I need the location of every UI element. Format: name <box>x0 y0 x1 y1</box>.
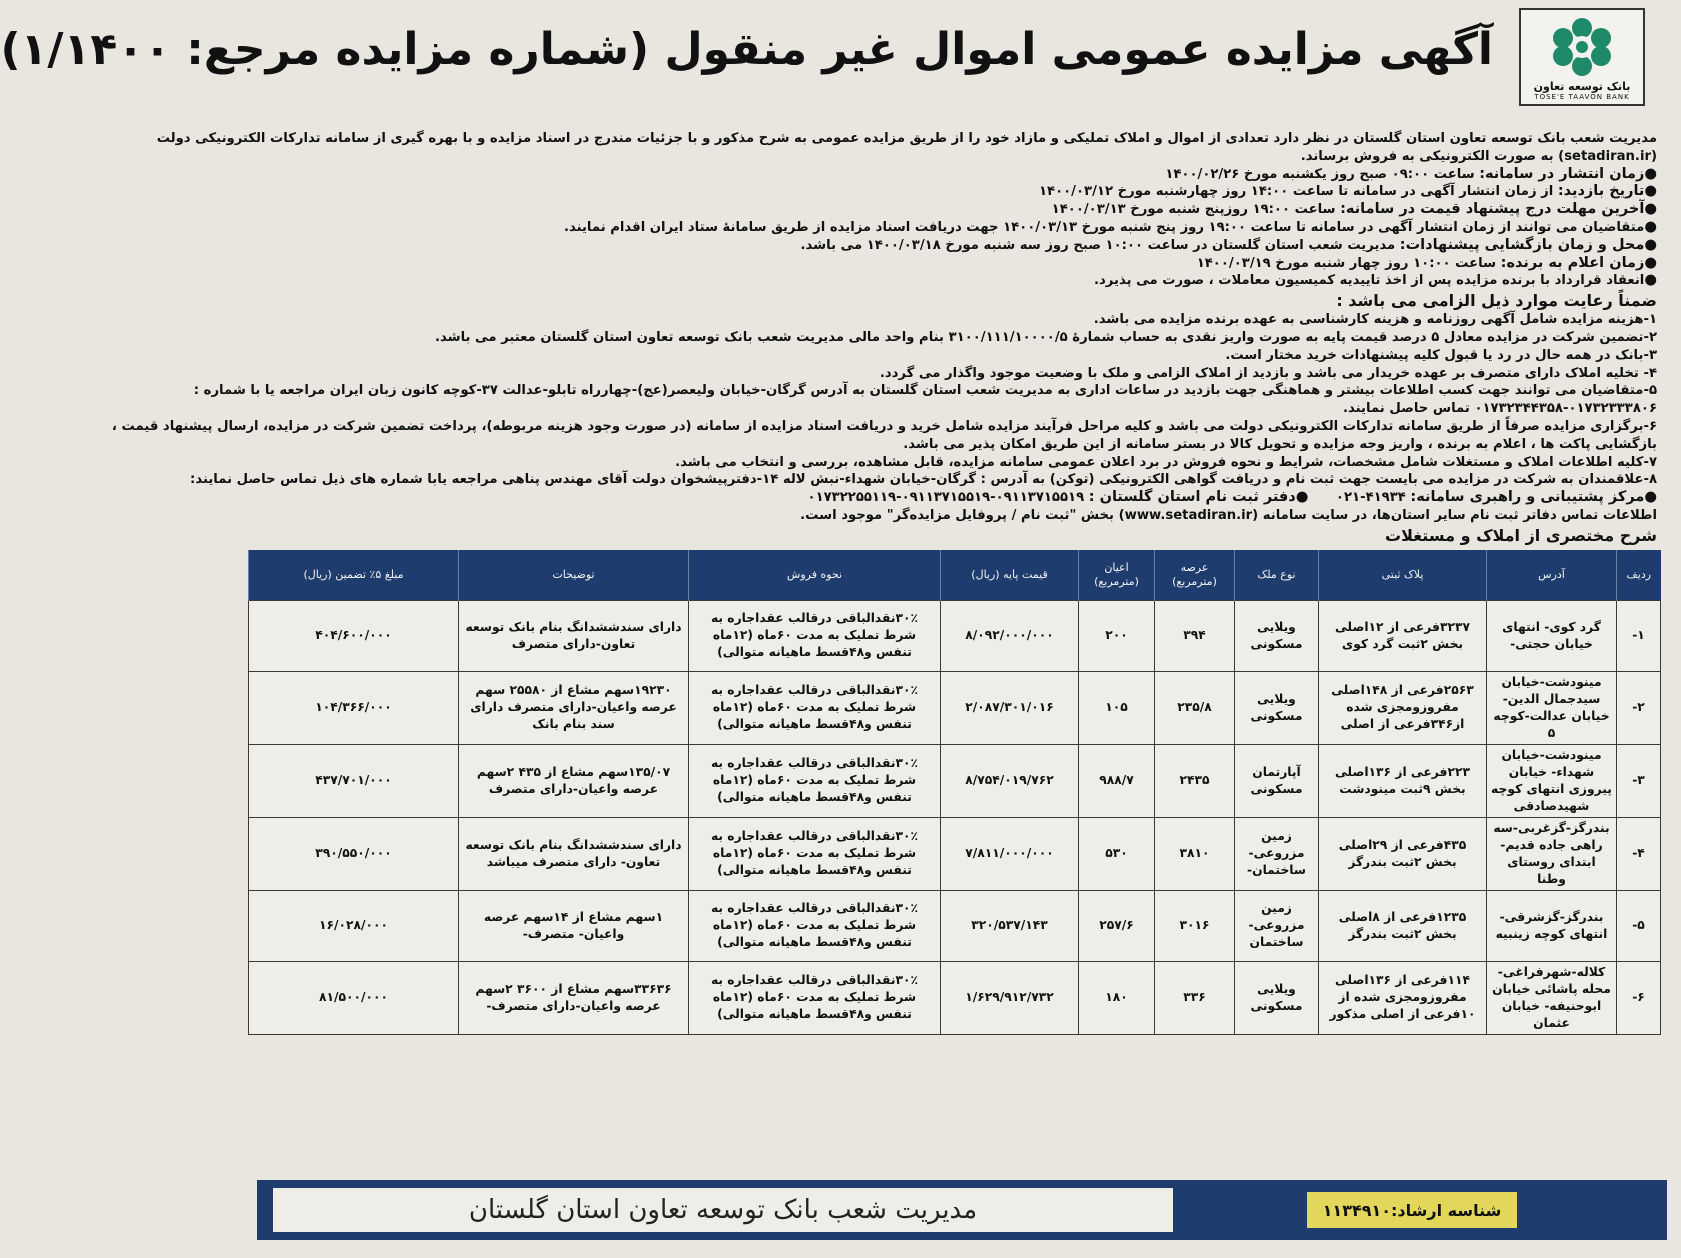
table-row <box>249 744 1661 817</box>
schedule-contract: ●انعقاد قرارداد با برنده مزایده پس از اخذ تاییدیه کمیسیون معاملات ، صورت می پذیرد. <box>1094 272 1657 289</box>
header-base-price: قیمت پایه (ریال) <box>941 550 1079 601</box>
cell-address: کلاله-شهرفراغی- محله پاشائی خیابان ابوحنیفه- خیابان عثمان <box>1487 961 1617 1034</box>
schedule-publish: ●زمان انتشار در سامانه: ساعت ۰۹:۰۰ صبح روز یکشنبه مورخ ۱۴۰۰/۰۲/۲۶ <box>1165 165 1657 182</box>
cell-row-number: ۳- <box>1617 744 1661 817</box>
cell-type: ویلایی مسکونی <box>1235 961 1319 1034</box>
table-row <box>249 600 1661 671</box>
cell-plate: ۲۲۳فرعی از ۱۳۶اصلی بخش ۹ثبت مینودشت <box>1319 744 1487 817</box>
cell-description: ۱۹۲۳۰سهم مشاع از ۲۵۵۸۰ سهم عرصه واعیان-دارای متصرف دارای سند بنام بانک <box>459 671 689 744</box>
condition-8: ۸-علاقمندان به شرکت در مزایده می بایست جهت ثبت نام و دریافت گواهی الکترونیکی (توکن) به آدرس : گرگان-خیابان شهداء-نبش لاله ۱۴-دفترپیشخوان دولت آقای مهندس پناهی مراجعه یابا شماره های ذیل تماس حاصل نمایند: <box>190 472 1657 488</box>
support-line: ●مرکز پشتیبانی و راهبری سامانه: ۴۱۹۳۴-۰۲۱ ●دفتر ثبت نام استان گلستان : ۰۹۱۱۳۷۱۵۵۱۹-۰۹۱۱۳۷۱۵۵۱۹-۰۱۷۳۲۲۵۵۱۱۹ <box>807 489 1657 506</box>
cell-land-area: ۳۳۶ <box>1155 961 1235 1034</box>
condition-1: ۱-هزینه مزایده شامل آگهی روزنامه و هزینه کارشناسی به عهده برنده مزایده می باشد. <box>1093 312 1657 328</box>
cell-address: مینودشت-خیابان سیدجمال الدین- خیابان عدالت-کوچه ۵ <box>1487 671 1617 744</box>
footer-management: مدیریت شعب بانک توسعه تعاون استان گلستان <box>273 1188 1173 1232</box>
cell-row-number: ۱- <box>1617 600 1661 671</box>
contact-note: اطلاعات تماس دفاتر ثبت نام سایر استان‌ها، در سایت سامانه (www.setadiran.ir) بخش "ثبت نام / پروفایل مزایده‌گر" موجود است. <box>800 507 1657 523</box>
cell-row-number: ۲- <box>1617 671 1661 744</box>
condition-3: ۳-بانک در همه حال در رد یا قبول کلیه پیشنهادات خرید مختار است. <box>1225 347 1657 363</box>
bank-name: بانک توسعه تعاون <box>1533 80 1631 93</box>
cell-building-area: ۵۳۰ <box>1079 817 1155 890</box>
cell-sale-method: ۳۰٪نقدالباقی درقالب عقداجاره به شرط تملیک به مدت ۶۰ماه (۱۲ماه تنفس و۴۸قسط ماهیانه متوالی) <box>689 600 941 671</box>
header <box>0 0 1663 112</box>
intro-line-2: (setadiran.ir) به صورت الکترونیکی به فروش برساند. <box>1300 148 1657 164</box>
table-header-row <box>249 550 1661 601</box>
footer-banner <box>257 1180 1667 1240</box>
condition-6: ۶-برگزاری مزایده صرفاً از طریق سامانه تدارکات الکترونیکی دولت می باشد و کلیه مراحل فرآیند مزایده شامل خرید و دریافت اسناد مزایده از سامانه (در صورت وجود هزینه مربوطه)، پرداخت تضمین شرکت در مزایده، ارسال پیشنهاد قیمت ، <box>111 418 1657 434</box>
cell-sale-method: ۳۰٪نقدالباقی درقالب عقداجاره به شرط تملیک به مدت ۶۰ماه (۱۲ماه تنفس و۴۸قسط ماهیانه متوالی) <box>689 890 941 961</box>
cell-land-area: ۲۳۵/۸ <box>1155 671 1235 744</box>
flower-logo-icon <box>1547 16 1617 78</box>
cell-deposit: ۴۳۷/۷۰۱/۰۰۰ <box>249 744 459 817</box>
cell-deposit: ۱۶/۰۲۸/۰۰۰ <box>249 890 459 961</box>
cell-land-area: ۳۸۱۰ <box>1155 817 1235 890</box>
conditions-heading: ضمناً رعایت موارد ذیل الزامی می باشد : <box>1336 291 1657 311</box>
header-building-area: اعیان (مترمربع) <box>1079 550 1155 601</box>
condition-7: ۷-کلیه اطلاعات املاک و مستغلات شامل مشخصات، شرایط و نحوه فروش در برد اعلان عمومی سامانه مزایده، قابل مشاهده، بررسی و انتخاب می باشد. <box>675 454 1657 470</box>
intro-line-1: مدیریت شعب بانک توسعه تعاون استان گلستان در نظر دارد تعدادی از اموال و املاک تملیکی و مازاد خود را از طریق مزایده عمومی به شرح مذکور و با جزئیات مندرج در اسناد مزایده و با بهره گیری از سامانه تدارکات الکترونیکی دولت <box>156 131 1657 146</box>
cell-address: گرد کوی- انتهای خیابان حجتی- <box>1487 600 1617 671</box>
cell-type: ویلایی مسکونی <box>1235 600 1319 671</box>
cell-sale-method: ۳۰٪نقدالباقی درقالب عقداجاره به شرط تملیک به مدت ۶۰ماه (۱۲ماه تنفس و۴۸قسط ماهیانه متوالی) <box>689 671 941 744</box>
cell-land-area: ۲۴۳۵ <box>1155 744 1235 817</box>
cell-sale-method: ۳۰٪نقدالباقی درقالب عقداجاره به شرط تملیک به مدت ۶۰ماه (۱۲ماه تنفس و۴۸قسط ماهیانه متوالی) <box>689 961 941 1034</box>
schedule-deadline: ●آخرین مهلت درج پیشنهاد قیمت در سامانه: ساعت ۱۹:۰۰ روزپنج شنبه مورخ ۱۴۰۰/۰۳/۱۳ <box>1051 201 1657 218</box>
header-plate: پلاک ثبتی <box>1319 550 1487 601</box>
cell-base-price: ۲/۰۸۷/۳۰۱/۰۱۶ <box>941 671 1079 744</box>
cell-type: زمین مزروعی- ساختمان <box>1235 890 1319 961</box>
cell-row-number: ۴- <box>1617 817 1661 890</box>
cell-description: دارای سندششدانگ بنام بانک توسعه تعاون- دارای متصرف میباشد <box>459 817 689 890</box>
condition-4: ۴- تخلیه املاک دارای متصرف بر عهده خریدار می باشد و بازدید از املاک الزامی و ملک با وضعیت موجود واگذار می گردد. <box>879 365 1657 381</box>
header-address: آدرس <box>1487 550 1617 601</box>
table-row <box>249 961 1661 1034</box>
cell-deposit: ۳۹۰/۵۵۰/۰۰۰ <box>249 817 459 890</box>
schedule-announce: ●زمان اعلام به برنده: ساعت ۱۰:۰۰ روز چهار شنبه مورخ ۱۴۰۰/۰۳/۱۹ <box>1196 254 1657 271</box>
cell-row-number: ۶- <box>1617 961 1661 1034</box>
header-deposit: مبلغ ۵٪ تضمین (ریال) <box>249 550 459 601</box>
announcement-body <box>111 130 1663 546</box>
cell-deposit: ۸۱/۵۰۰/۰۰۰ <box>249 961 459 1034</box>
table-row <box>249 671 1661 744</box>
cell-sale-method: ۳۰٪نقدالباقی درقالب عقداجاره به شرط تملیک به مدت ۶۰ماه (۱۲ماه تنفس و۴۸قسط ماهیانه متوالی) <box>689 817 941 890</box>
cell-description: ۳۳۶۳۶سهم مشاع از ۳۶۰۰ ۲سهم عرصه واعیان-دارای متصرف- <box>459 961 689 1034</box>
cell-base-price: ۸/۷۵۴/۰۱۹/۷۶۲ <box>941 744 1079 817</box>
cell-plate: ۱۲۳۵فرعی از ۸اصلی بخش ۲ثبت بندرگز <box>1319 890 1487 961</box>
cell-description: ۱۳۵/۰۷سهم مشاع از ۴۳۵ ۲سهم عرصه واعیان-دارای متصرف <box>459 744 689 817</box>
cell-deposit: ۱۰۴/۳۶۶/۰۰۰ <box>249 671 459 744</box>
cell-base-price: ۳۲۰/۵۳۷/۱۴۳ <box>941 890 1079 961</box>
table-row <box>249 817 1661 890</box>
cell-land-area: ۳۹۴ <box>1155 600 1235 671</box>
cell-building-area: ۱۸۰ <box>1079 961 1155 1034</box>
properties-table <box>227 550 1661 1035</box>
cell-building-area: ۲۵۷/۶ <box>1079 890 1155 961</box>
cell-building-area: ۱۰۵ <box>1079 671 1155 744</box>
condition-2: ۲-تضمین شرکت در مزایده معادل ۵ درصد قیمت پایه به صورت واریز نقدی به حساب شمارهٔ ۳۱۰۰/۱۱۱/۱۰۰۰۰/۵ بنام واحد مالی مدیریت شعب بانک توسعه تعاون استان گلستان معتبر می باشد. <box>434 329 1657 345</box>
bank-logo <box>1519 8 1645 106</box>
table-row <box>249 890 1661 961</box>
support-label: مرکز پشتیبانی و راهبری سامانه: <box>1410 489 1645 506</box>
registration-label: دفتر ثبت نام استان گلستان : <box>1088 489 1296 506</box>
support-phone: ۴۱۹۳۴-۰۲۱ <box>1335 490 1411 506</box>
condition-5: ۵-متقاضیان می توانند جهت کسب اطلاعات بیشتر و هماهنگی جهت بازدید در ساعات اداری به مدیریت شعب استان گلستان به آدرس گرگان-خیابان ولیعصر(عج)-چهارراه تابلو-عدالت ۳۷-کوچه کانون زبان ایران مراجعه یا با شماره : <box>193 383 1657 399</box>
cell-plate: ۴۳۵فرعی از ۲۹اصلی بخش ۲ثبت بندرگز <box>1319 817 1487 890</box>
cell-type: آپارتمان مسکونی <box>1235 744 1319 817</box>
schedule-documents: ●متقاضیان می توانند از زمان انتشار آگهی در سامانه تا ساعت ۱۹:۰۰ روز پنج شنبه مورخ ۱۴۰۰/۰۳/۱۳ جهت دریافت اسناد مزایده از طریق سامانهٔ ستاد ایران اقدام نمایند. <box>563 218 1657 235</box>
cell-building-area: ۹۸۸/۷ <box>1079 744 1155 817</box>
schedule-visit: ●تاریخ بازدید: از زمان انتشار آگهی در سامانه تا ساعت ۱۴:۰۰ روز چهارشنبه مورخ ۱۴۰۰/۰۳/۱۲ <box>1038 183 1657 200</box>
cell-address: مینودشت-خیابان شهداء- خیابان پیروزی انتهای کوچه شهیدصادقی <box>1487 744 1617 817</box>
cell-type: زمین مزروعی- ساختمان- <box>1235 817 1319 890</box>
cell-plate: ۱۱۴فرعی از ۱۳۶اصلی مفروزومجزی شده از ۱۰فرعی از اصلی مذکور <box>1319 961 1487 1034</box>
cell-plate: ۳۲۳۷فرعی از ۱۲اصلی بخش ۲ثبت گرد کوی <box>1319 600 1487 671</box>
cell-sale-method: ۳۰٪نقدالباقی درقالب عقداجاره به شرط تملیک به مدت ۶۰ماه (۱۲ماه تنفس و۴۸قسط ماهیانه متوالی) <box>689 744 941 817</box>
header-description: توضیحات <box>459 550 689 601</box>
cell-building-area: ۲۰۰ <box>1079 600 1155 671</box>
header-land-area: عرصه (مترمربع) <box>1155 550 1235 601</box>
cell-description: دارای سندششدانگ بنام بانک توسعه تعاون-دارای متصرف <box>459 600 689 671</box>
irshad-id-badge: شناسه ارشاد:۱۱۳۴۹۱۰ <box>1307 1192 1517 1228</box>
condition-5-phones: ۰۱۷۳۲۳۴۴۳۵۸-۰۱۷۳۲۳۳۳۸۰۶ تماس حاصل نمایند. <box>1343 401 1657 417</box>
summary-heading: شرح مختصری از املاک و مستغلات <box>1385 525 1657 545</box>
condition-6-cont: بازگشایی پاکت ها ، اعلام به برنده ، واریز وجه مزایده و تحویل کالا در بستر سامانه از این طریق امکان پذیر می باشد. <box>903 436 1657 452</box>
cell-base-price: ۷/۸۱۱/۰۰۰/۰۰۰ <box>941 817 1079 890</box>
header-sale-method: نحوه فروش <box>689 550 941 601</box>
cell-base-price: ۱/۶۲۹/۹۱۲/۷۳۲ <box>941 961 1079 1034</box>
registration-phones: ۰۹۱۱۳۷۱۵۵۱۹-۰۹۱۱۳۷۱۵۵۱۹-۰۱۷۳۲۲۵۵۱۱۹ <box>807 490 1089 506</box>
cell-deposit: ۴۰۴/۶۰۰/۰۰۰ <box>249 600 459 671</box>
cell-address: بندرگز-گزغربی-سه راهی جاده قدیم-ابتدای روستای وطنا <box>1487 817 1617 890</box>
cell-address: بندرگز-گزشرقی- انتهای کوچه زینبیه <box>1487 890 1617 961</box>
cell-plate: ۲۵۶۳فرعی از ۱۴۸اصلی مفروزومجزی شده از۳۴۶فرعی از اصلی <box>1319 671 1487 744</box>
cell-land-area: ۳۰۱۶ <box>1155 890 1235 961</box>
schedule-opening: ●محل و زمان بازگشایی پیشنهادات: مدیریت شعب استان گلستان در ساعت ۱۰:۰۰ صبح روز سه شنبه مورخ ۱۴۰۰/۰۳/۱۸ می باشد. <box>800 236 1657 253</box>
cell-type: ویلایی مسکونی <box>1235 671 1319 744</box>
cell-row-number: ۵- <box>1617 890 1661 961</box>
cell-base-price: ۸/۰۹۲/۰۰۰/۰۰۰ <box>941 600 1079 671</box>
header-row-number: ردیف <box>1617 550 1661 601</box>
header-type: نوع ملک <box>1235 550 1319 601</box>
page-title: آگهی مزایده عمومی اموال غیر منقول (شماره مزایده مرجع: ۱/۱۴۰۰) <box>0 24 1493 75</box>
cell-description: ۱سهم مشاع از ۱۴سهم عرصه واعیان- متصرف- <box>459 890 689 961</box>
bank-name-en: TOSE'E TAAVON BANK <box>1534 93 1630 101</box>
